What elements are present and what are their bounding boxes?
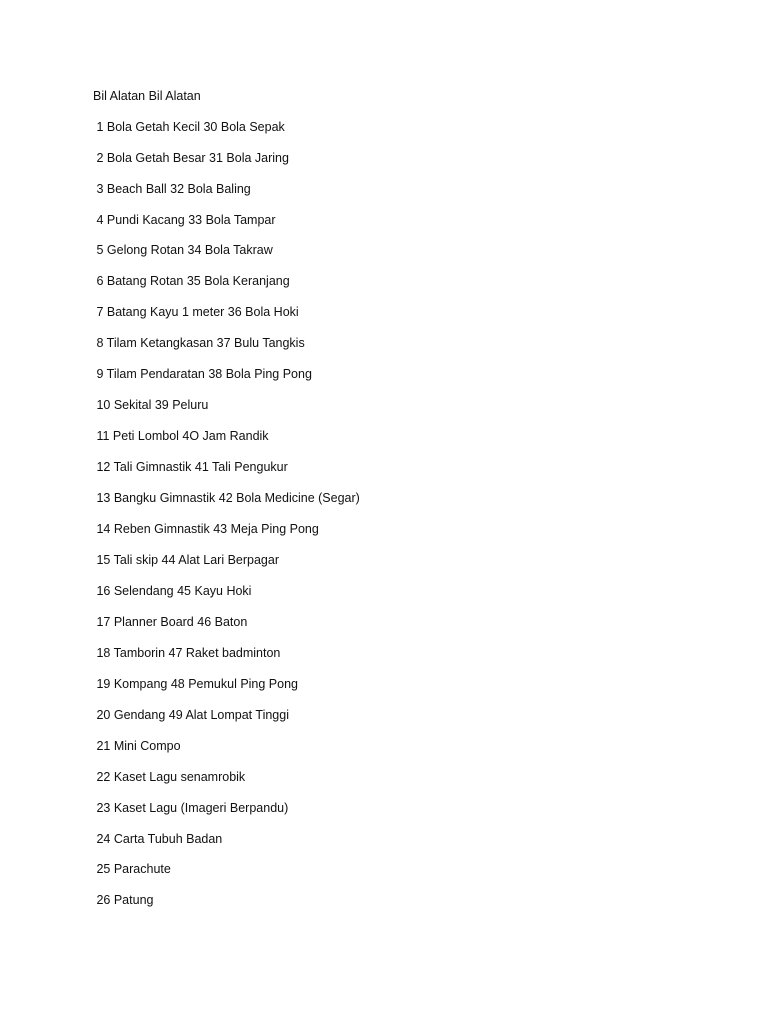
list-item: 13 Bangku Gimnastik 42 Bola Medicine (Segar) [93, 491, 360, 505]
list-item: 10 Sekital 39 Peluru [93, 398, 209, 412]
list-item: 24 Carta Tubuh Badan [93, 832, 223, 846]
list-item: 7 Batang Kayu 1 meter 36 Bola Hoki [93, 305, 299, 319]
list-item: 19 Kompang 48 Pemukul Ping Pong [93, 677, 298, 691]
table-header: Bil Alatan Bil Alatan [93, 89, 201, 103]
list-item: 3 Beach Ball 32 Bola Baling [93, 182, 251, 196]
list-item: 20 Gendang 49 Alat Lompat Tinggi [93, 708, 289, 722]
list-item: 18 Tamborin 47 Raket badminton [93, 646, 281, 660]
list-item: 14 Reben Gimnastik 43 Meja Ping Pong [93, 522, 319, 536]
list-item: 23 Kaset Lagu (Imageri Berpandu) [93, 801, 289, 815]
list-item: 16 Selendang 45 Kayu Hoki [93, 584, 252, 598]
list-item: 2 Bola Getah Besar 31 Bola Jaring [93, 151, 289, 165]
list-item: 17 Planner Board 46 Baton [93, 615, 248, 629]
list-item: 6 Batang Rotan 35 Bola Keranjang [93, 274, 290, 288]
list-item: 5 Gelong Rotan 34 Bola Takraw [93, 243, 273, 257]
list-item: 9 Tilam Pendaratan 38 Bola Ping Pong [93, 367, 312, 381]
list-item: 22 Kaset Lagu senamrobik [93, 770, 246, 784]
list-item: 26 Patung [93, 893, 154, 907]
list-item: 21 Mini Compo [93, 739, 181, 753]
list-item: 1 Bola Getah Kecil 30 Bola Sepak [93, 120, 285, 134]
list-item: 8 Tilam Ketangkasan 37 Bulu Tangkis [93, 336, 305, 350]
list-item: 11 Peti Lombol 4O Jam Randik [93, 429, 269, 443]
list-item: 25 Parachute [93, 862, 171, 876]
list-item: 4 Pundi Kacang 33 Bola Tampar [93, 213, 276, 227]
list-item: 12 Tali Gimnastik 41 Tali Pengukur [93, 460, 288, 474]
list-item: 15 Tali skip 44 Alat Lari Berpagar [93, 553, 279, 567]
